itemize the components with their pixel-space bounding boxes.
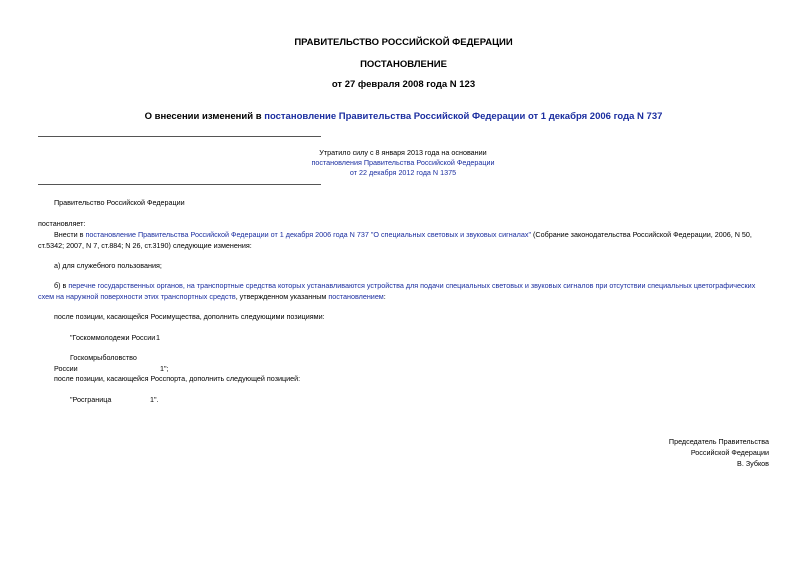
- after-rosimushchestvo: после позиции, касающейся Росимущества, дополнить следующими позициями:: [54, 312, 325, 321]
- repeal-act-date-link[interactable]: от 22 декабря 2012 года N 1375: [349, 168, 457, 177]
- bottom-divider: [38, 184, 321, 185]
- resolution-link[interactable]: постановлением: [328, 292, 384, 301]
- entry-goskomrybolovstvo: [38, 352, 773, 374]
- paragraph-amendment: [38, 229, 773, 251]
- document-type: ПОСТАНОВЛЕНИЕ: [360, 59, 447, 70]
- item-b-prefix: б) в: [54, 281, 69, 290]
- p1-suffix: (Собрание законодательства Российской Федерации, 2006, N 50, ст.5342; 2007, N 7, ст.884; N 26, ст.3190) следующие изменения:: [38, 230, 752, 250]
- title-prefix: О внесении изменений в: [144, 111, 265, 122]
- item-a: а) для служебного пользования;: [54, 261, 162, 270]
- entry-value: 1: [156, 333, 160, 342]
- after-rossport: после позиции, касающейся Росспорта, дополнить следующей позицией:: [54, 374, 301, 383]
- list-of-agencies-link[interactable]: перечне государственных органов, на транспортные средства которых устанавливаются устройства для подачи специальных световых и звуковых сигналов при отсутствии специальных цветографических схем на наружной поверхности этих транспортных средств: [38, 281, 756, 301]
- issuer: Правительство Российской Федерации: [54, 198, 185, 207]
- repeal-note-line: Утратило силу с 8 января 2013 года на основании: [319, 148, 487, 157]
- government-heading: ПРАВИТЕЛЬСТВО РОССИЙСКОЙ ФЕДЕРАЦИИ: [294, 37, 513, 48]
- repeal-act-link[interactable]: постановления Правительства Российской Федерации: [311, 158, 495, 167]
- entry-name: "Росграница: [70, 395, 112, 404]
- entry-value: 1".: [150, 395, 159, 404]
- signatory-position-cont: Российской Федерации: [690, 448, 769, 457]
- signatory-name: В. Зубков: [737, 459, 769, 468]
- top-divider: [38, 136, 321, 137]
- item-b-mid: , утвержденном указанным: [235, 292, 329, 301]
- resolves: постановляет:: [38, 219, 86, 228]
- document-title: [0, 111, 807, 122]
- entry-goskommolodezh: [38, 332, 773, 343]
- item-b-end: :: [383, 292, 386, 301]
- title-amended-act-link[interactable]: постановление Правительства Российской Федерации от 1 декабря 2006 года N 737: [264, 111, 663, 122]
- entry-name: Госкомрыболовство России: [54, 353, 137, 373]
- entry-rosgranitsa: [38, 394, 773, 405]
- repeal-note: [290, 148, 516, 178]
- p1-prefix: Внести в: [54, 230, 86, 239]
- item-b: [38, 280, 773, 302]
- entry-name: "Госкоммолодежи России: [70, 333, 156, 342]
- amended-act-link[interactable]: постановление Правительства Российской Федерации от 1 декабря 2006 года N 737 "О специальных световых и звуковых сигналах": [85, 230, 532, 239]
- document-date: от 27 февраля 2008 года N 123: [331, 79, 476, 90]
- signature-block: [669, 436, 769, 469]
- signatory-position: Председатель Правительства: [668, 437, 769, 446]
- entry-value: 1";: [160, 364, 169, 373]
